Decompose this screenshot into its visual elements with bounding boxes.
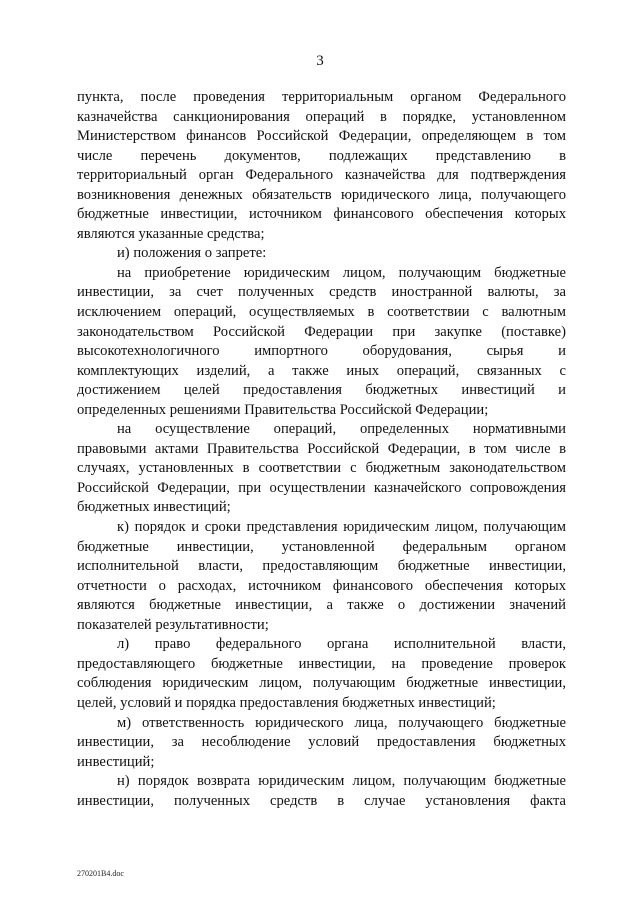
text-line: законодательством Российской Федерации при закупке (поставке) xyxy=(77,323,566,340)
text-line: правовыми актами Правительства Российской Федерации, в том числе в xyxy=(77,440,566,457)
text-line: предоставляющего бюджетные инвестиции, на проведение проверок xyxy=(77,655,566,672)
text-line: отчетности о расходах, источником финансового обеспечения которых xyxy=(77,577,566,594)
text-line: показателей результативности; xyxy=(77,616,269,633)
text-line: бюджетные инвестиции, установленной федеральным органом xyxy=(77,538,566,555)
body-text xyxy=(77,88,566,811)
footer-filename: 270201B4.doc xyxy=(77,869,124,878)
page-number: 3 xyxy=(316,53,324,69)
text-line: и) положения о запрете: xyxy=(117,245,267,262)
text-line: Министерством финансов Российской Федерации, определяющем в том xyxy=(77,128,566,145)
text-line: возникновения денежных обязательств юридического лица, получающего xyxy=(77,186,566,203)
text-line: инвестиций; xyxy=(77,753,155,770)
text-line: случаях, установленных в соответствии с бюджетным законодательством xyxy=(77,460,566,477)
text-line: являются бюджетные инвестиции, а также о достижении значений xyxy=(77,597,566,614)
text-line: исключением операций, осуществляемых в соответствии с валютным xyxy=(77,304,566,321)
text-line: бюджетных инвестиций; xyxy=(77,499,231,516)
text-line: бюджетные инвестиции, источником финансового обеспечения которых xyxy=(77,206,566,223)
text-line: инвестиции, за несоблюдение условий предоставления бюджетных xyxy=(77,734,566,751)
text-line: являются указанные средства; xyxy=(77,225,265,242)
text-line: казначейства санкционирования операций в порядке, установленном xyxy=(77,108,566,125)
text-line: инвестиции, за счет полученных средств иностранной валюты, за xyxy=(77,284,566,301)
text-line: Российской Федерации, при осуществлении казначейского сопровождения xyxy=(77,479,566,496)
text-line: м) ответственность юридического лица, получающего бюджетные xyxy=(117,714,566,731)
text-line: достижением целей предоставления бюджетных инвестиций и xyxy=(77,382,566,399)
text-line: соблюдения юридическим лицом, получающим бюджетные инвестиции, xyxy=(77,675,566,692)
text-line: пункта, после проведения территориальным органом Федерального xyxy=(77,89,566,105)
text-line: на приобретение юридическим лицом, получающим бюджетные xyxy=(117,264,566,281)
text-line: исполнительной власти, предоставляющим бюджетные инвестиции, xyxy=(77,558,566,575)
text-line: к) порядок и сроки представления юридическим лицом, получающим xyxy=(117,519,566,536)
text-line: высокотехнологичного импортного оборудования, сырья и xyxy=(77,343,566,360)
text-line: определенных решениями Правительства Российской Федерации; xyxy=(77,401,489,418)
text-line: целей, условий и порядка предоставления бюджетных инвестиций; xyxy=(77,694,496,711)
text-line: территориальный орган Федерального казначейства для подтверждения xyxy=(77,167,566,184)
text-line: н) порядок возврата юридическим лицом, получающим бюджетные xyxy=(117,773,566,790)
text-line: числе перечень документов, подлежащих представлению в xyxy=(77,147,566,164)
text-line: инвестиции, полученных средств в случае установления факта xyxy=(77,792,566,809)
text-line: на осуществление операций, определенных нормативными xyxy=(117,421,566,438)
text-line: л) право федерального органа исполнительной власти, xyxy=(117,636,566,653)
text-line: комплектующих изделий, а также иных операций, связанных с xyxy=(77,362,566,379)
